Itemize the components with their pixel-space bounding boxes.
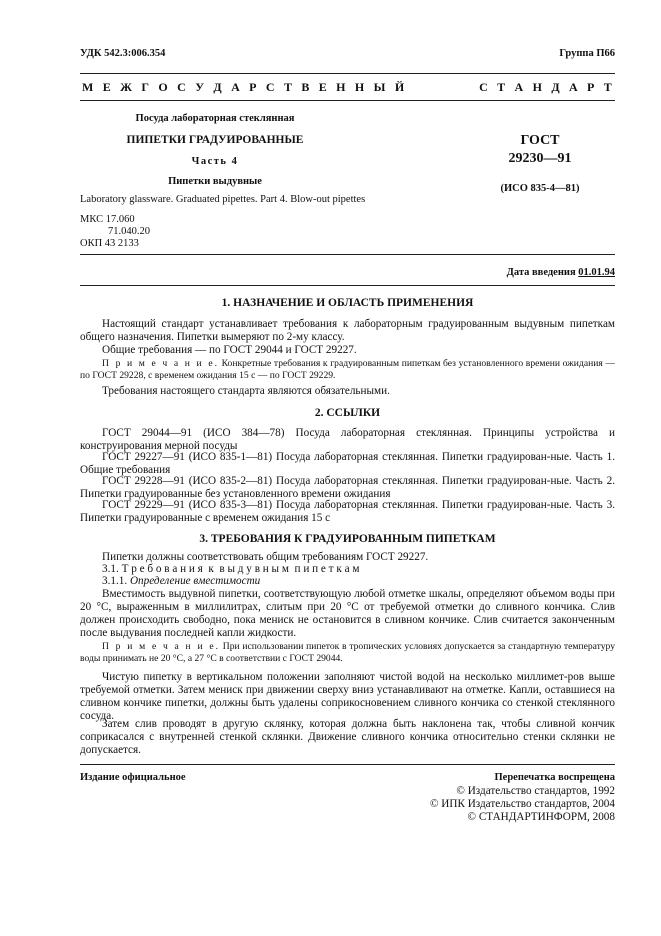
banner-interstate: М Е Ж Г О С У Д А Р С Т В Е Н Н Ы Й [82, 80, 408, 94]
copyright-2008: © СТАНДАРТИНФОРМ, 2008 [467, 811, 615, 823]
section-3-p2: Вместимость выдувной пипетки, соответствующую любой отметке шкалы, определяют объемом воды при 20 °С, выраженным в миллилитрах, слитым при 20 °С от требуемой отметки до сливного кончика. Слив должен происходить свободно, пока мениск не остановится в сливном кончике. Слив считается законченным после выдувания последней капли жидкости. [80, 588, 615, 639]
okp-code: ОКП 43 2133 [80, 238, 139, 249]
subsection-3-1-1-title: Определение вместимости [129, 575, 261, 587]
mks-code-2: 71.040.20 [108, 226, 150, 237]
title-line-3: Часть 4 [191, 156, 239, 167]
section-1-p3: Требования настоящего стандарта являются обязательными. [102, 385, 390, 397]
date-rule [80, 285, 615, 286]
title-line-2: ПИПЕТКИ ГРАДУИРОВАННЫЕ [126, 134, 304, 146]
section-3-p1: Пипетки должны соответствовать общим требованиям ГОСТ 29227. [102, 551, 429, 563]
section-1-p1: Настоящий стандарт устанавливает требования к лабораторным градуированным выдувным пипеткам общего назначения. Пипетки вымеряют по 2-му классу. [80, 318, 615, 343]
section-3-p3: Чистую пипетку в вертикальном положении заполняют чистой водой на несколько миллимет-ров выше требуемой отметки. Затем мениск при движении сверху вниз устанавливают на отметке. Капли, оставшиеся на сливном кончике пипетки, должны быть удалены соприкосновением сливного кончика со стенкой стеклянного сосуда. [80, 671, 615, 722]
section-2-title: 2. ССЫЛКИ [314, 407, 381, 419]
section-1-note [80, 358, 615, 382]
note-label-2: П р и м е ч а н и е. [102, 641, 220, 652]
group-code: Группа П66 [559, 48, 615, 59]
gost-number: 29230—91 [508, 151, 572, 166]
footer-rule [80, 764, 615, 765]
copyright-1992: © Издательство стандартов, 1992 [456, 785, 615, 797]
title-line-4: Пипетки выдувные [168, 176, 262, 187]
reference-3: ГОСТ 29228—91 (ИСО 835-2—81) Посуда лабораторная стеклянная. Пипетки градуирован-ные. Часть 2. Пипетки градуированные без установленного времени ожидания [80, 475, 615, 500]
section-3-title: 3. ТРЕБОВАНИЯ К ГРАДУИРОВАННЫМ ПИПЕТКАМ [199, 533, 496, 545]
reprint-prohibited: Перепечатка воспрещена [494, 772, 615, 783]
title-line-1: Посуда лабораторная стеклянная [135, 113, 295, 124]
section-1-title: 1. НАЗНАЧЕНИЕ И ОБЛАСТЬ ПРИМЕНЕНИЯ [221, 297, 474, 309]
reference-4: ГОСТ 29229—91 (ИСО 835-3—81) Посуда лабораторная стеклянная. Пипетки градуирован-ные. Часть 3. Пипетки градуированные с временем ожидания 15 с [80, 499, 615, 524]
note-text: Конкретные требования к градуированным пипеткам без установленного времени ожидания — по ГОСТ 29228, с временем ожидания 15 с — по ГОСТ 29229. [80, 358, 616, 381]
note-label: П р и м е ч а н и е. [102, 358, 219, 369]
udk-code: УДК 542.3:006.354 [80, 48, 166, 59]
reference-1: ГОСТ 29044—91 (ИСО 384—78) Посуда лабораторная стеклянная. Принципы устройства и конструирования мерной посуды [80, 427, 615, 452]
copyright-2004: © ИПК Издательство стандартов, 2004 [429, 798, 615, 810]
intro-date-label: Дата введения [506, 267, 576, 278]
note-text-2: При использовании пипеток в тропических условиях допускается за стандартную температуру воды принимать не 20 °С, а 27 °С в соответствии с ГОСТ 29044. [80, 641, 615, 664]
official-edition: Издание официальное [80, 772, 186, 783]
section-3-note [80, 641, 615, 665]
gost-label: ГОСТ [520, 133, 560, 148]
reference-2: ГОСТ 29227—91 (ИСО 835-1—81) Посуда лабораторная стеклянная. Пипетки градуирован-ные. Часть 1. Общие требования [80, 451, 615, 476]
english-title: Laboratory glassware. Graduated pipettes. Part 4. Blow-out pipettes [80, 194, 366, 205]
title-rule [80, 254, 615, 255]
section-3-p4: Затем слив проводят в другую склянку, которая должна быть наклонена так, чтобы сливной кончик соприкасался с внутренней стенкой склянки. Движение сливного кончика относительно стенки склянки не допускается. [80, 718, 615, 756]
section-1-p2: Общие требования — по ГОСТ 29044 и ГОСТ 29227. [102, 344, 357, 356]
subsection-3-1: 3.1. Т р е б о в а н и я к в ы д у в н ы м п и п е т к а м [102, 563, 360, 575]
subsection-3-1-1-num: 3.1.1. [102, 575, 128, 587]
intro-date [507, 267, 615, 278]
intro-date-value: 01.01.94 [578, 267, 615, 278]
mks-code: МКС 17.060 [80, 214, 135, 225]
iso-number: (ИСО 835-4—81) [500, 183, 580, 194]
subsection-3-1-1 [80, 575, 615, 588]
top-rule [80, 73, 615, 74]
banner-rule [80, 100, 615, 101]
banner-standard: С Т А Н Д А Р Т [479, 80, 615, 94]
